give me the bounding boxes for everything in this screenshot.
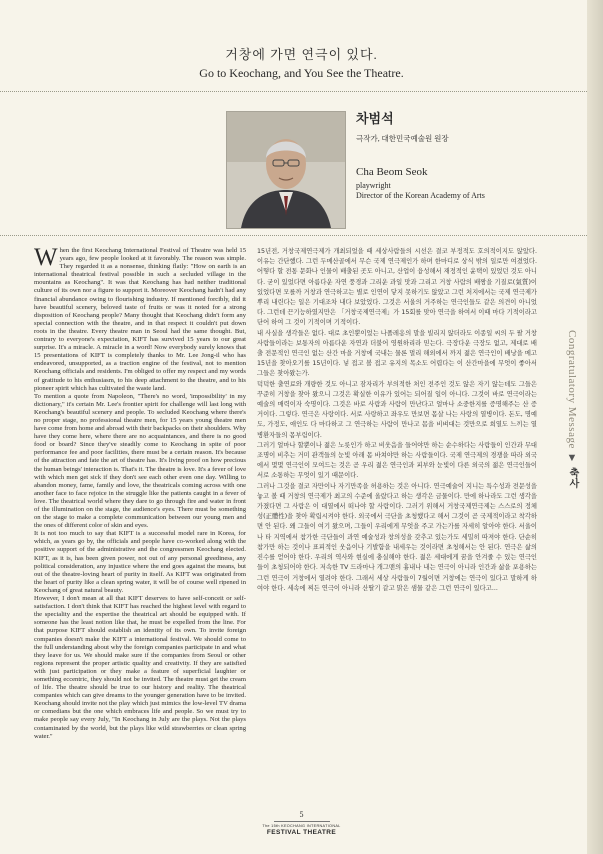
footer-festival-subtitle: The 15th KEOCHANG INTERNATIONAL — [262, 824, 341, 828]
author-role-korean: 극작가, 대한민국예술원 원장 — [356, 134, 449, 143]
festival-logo: FESTIVAL THEATRE — [266, 829, 337, 836]
title-english: Go to Keochang, and You See the Theatre. — [199, 66, 404, 80]
author-name-korean: 차범석 — [356, 111, 394, 126]
author-organization-english: Director of the Korean Academy of Arts — [356, 191, 485, 201]
footer — [0, 810, 603, 836]
author-photo — [226, 111, 346, 229]
section-label-vertical — [560, 330, 580, 550]
english-paragraph — [34, 247, 246, 393]
korean-paragraph: 그러기 얼마나 할뿐이나 젊은 노릇인가 하고 비웃음을 들어야만 하는 순수하다는 사람들이 인간과 무대 조명이 비추는 거미 관객들의 눈빛 아래 몸 바쳐야만 하는 사람들이다. 국제 연극제의 경쟁을 따라 외국에서 몇몇 연극인이 모여드는 것은 곧 우리 젊은 연극인과 피부와 눈빛이 다른 외국의 젊은 연극인들이 서로 소통하는 무엇이 있기 때문이다. — [257, 441, 537, 480]
section-label-english: Congratulatory Message — [566, 330, 578, 449]
top-divider — [0, 91, 603, 92]
english-paragraph: To mention a quote from Napoleon, "There's no word, 'impossibility' in my dictionary," it's certain Mr. Lee's frontier spirit for challenge will last long with Keochang's beautiful scenery and people. To secluded Keochang where there's no proper stage, no professional theatre men, for 15 years young theatre men have come from home and abroad with their backpacks on their shoulders. Why have they come here, where there are no acquaintances, and there is no good food or board? Since they've steadily come to Keochang in spite of poor performance fee and poor facilities, there must be a certain reason. It's because of the attraction and fate the art of theatre has. It's living proof on how precious the human beings' interaction is. That's it. The theatre is love. It's a fever of love with which men get sick if they don't see each other even one day. Willing to abandon money, fame, family and love, the theatricals coming across with one another face to face rejoice in the struggle like the patients caught in a fever of love. The theatrical world where they dare to go through fire and water in front of the illumination on the stage, the audience's eyes. There must be something on the stage to make a complete communication between our young men and the ones of different color of skin and eyes. — [34, 392, 246, 530]
author-portrait-icon — [227, 112, 345, 228]
english-body-column — [34, 247, 246, 777]
korean-paragraph: 내 사실을 생각들은 없다. 대로 초인뿐이었는 나폴레옹의 말을 빌리지 않더라도 이종일 씨의 두 팔 거창 사람들이라는 보통자의 아름다운 자연과 더불어 영원하리라 믿는다. 극장다운 극장도 없고, 제대로 배출 전문적인 연극인 없는 산간 마을 거창에 국내는 물론 멀리 해외에서 까지 젊은 연극인이 배낭을 메고 15년을 찾아오기를 15년이다. 넣 접고 볼 접고 유지의 목소도 어렵다는 이 산간마을에 무엇이 좋아서 그들은 찾아왔는가. — [257, 329, 537, 378]
english-paragraph-text: hen the first Keochang International Festival of Theatre was held 15 years ago, few people looked at it favorably. The reason was simple. They regarded it as a nonsense, thinking flatly: "How on earth is an international theatrical festival possible in such a secluded village in the mountains as Keochang". It was that Keochang has had neither traditional culture of its own nor a figure to support it. Moreover Keochang hadn't had any financial abundance owing to flourishing industry. If mentioned forcibly, did it have beautiful scenery, beloved taste of fruits or was it noted for a strong disposition of Keochang people? Many thought that Keochang didn't form any special connection with the theatre, and in that respect it couldn't put down roots in the theatre. Every theatre man in Seoul had the same thought. But, contrary to everyone's expectation, KIFT has survived 15 years to our great surprise. It's a miracle. A miracle in a word! Now everybody surely knows that 15 presentations of KIFT is completely thanks to Mr. Lee Jong-il who has endeavored, unsupported, as a traction engine of the festival, not to mention Keochang officials and residents. I'm obliged to offer my respect and my words of gratitude to his enthusiasm, to his deep attachment to the theatre, and to his pioneer spirit which has cultivated the waste land. — [34, 247, 246, 392]
english-paragraph: However, I don't mean at all that KIFT deserves to have self-conceit or self-satisfaction. I don't think that KIFT has reached the highest level with regard to the speciality and the expertise the theatrical art should be equipped with. If someone has the least notion like that, he must be expelled from the line. For that purpose KIFT should establish an identity of its own. To invite foreign companies doesn't make the KIFT a international festival. We should come to the full understanding about why the foreign companies participate in and what they leave for us. We should make sure if the companies from Seoul or other regions represent the proper artistic quality and creativity. If they are satisfied with just participation or they make a feature of superficial laughter or something eccentric, they should not be invited. The theatre must get the cream of life. The theatre should be true to our history and reality. The theatrical companies which can give dreams to the younger generation have to be invited. Keochang should invite not the play which just mimics the low-level TV drama or comedians but the one which embraces life and people. So we must try to make people say every July, "In Keochang in July are the plays. Not the plays contaminated by the world, but the plays like wild strawberries or clean spring water." — [34, 595, 246, 740]
section-label-korean: 축사 — [567, 467, 578, 489]
author-role-english: playwright — [356, 181, 391, 190]
english-paragraph: It is not too much to say that KIFT is a successful model rare in Korea, for which, as years go by, the officials and people have co-worked along with the positive support of the administrative and the congressmen Keochang elected. KIFT, as it is, has been given power, not out of any personal greediness, any political consideration, any injustice where the end goes against the means, but out of the theatre-loving heart of purity in itself. As KIFT was originated from the heart of purity like a clean spring water, it will be of course well ripened in Keochang of great natural beauty. — [34, 530, 246, 594]
korean-body-column — [257, 247, 537, 817]
page-number: 5 — [299, 810, 304, 819]
drop-cap: W — [34, 247, 58, 271]
page-spine-edge — [587, 0, 603, 854]
korean-paragraph: 그러나 그것을 결코 자만이나 자기만족을 허용하는 것은 아니다. 연극예술이 지니는 특수성과 전문성을 놓고 볼 때 거창의 연극제가 최고의 수준에 올랐다고 하는 생각은 금물이다. 만에 하나라도 그런 생각을 가졌다면 그 사람은 이 대열에서 떠나야 할 사람이다. 그러기 위해서 거창국제연극제는 스스로의 정체성(正體性)을 찾아 확립시켜야 한다. 외국에서 극단을 초청했다고 해서 그것이 곧 국제적이라고 착각하면 안 된다. 왜 그들이 여기 왔으며, 그들이 우리에게 무엇을 주고 가는가를 자세히 알아야 한다. 서울이나 타 지역에서 참가한 극단들이 과연 예술성과 창의성을 갖추고 있는가도 세밀히 따져야 한다. 단순히 참가만 하는 것이나 표피적인 웃음이나 기발함을 내세우는 것이라면 초청해서는 안 된다. 연극은 삶의 진수를 얻어야 한다. 우리의 역사와 현실에 충실해야 한다. 젊은 세대에게 꿈을 안겨줄 수 있는 연극인들이 초청되어야 한다. 저속한 TV 드라마나 개그맨의 흉내나 내는 연극이 아니라 인간과 삶을 포용하는 그런 연극이 거창에서 열려야 한다. 그래서 세상 사람들이 7월이면 거창에는 연극이 있다고 말하게 하여야 한다. 세속에 찌든 연극이 아니라 산딸기 같고 맑은 샘물 같은 그런 연극이 있다고... — [257, 482, 537, 592]
author-info — [356, 108, 556, 200]
korean-paragraph: 15년전, 거창국제연극제가 개최되었을 때 세상사람들의 시선은 결코 부정적도 호의적이지도 않았다. 이유는 간단했다. 그런 두메산골에서 무슨 국제 연극제인가 하며 한마디로 상식 밖의 일로만 여겼었다. 어떻다 할 전통 문화나 인물이 배출된 곳도 아니고, 산업이 융성해서 재정적인 윤택이 있었던 것도 아니다. 굳이 있었다면 아름다운 자연 풍경과 그리운 과일 맛과 그리고 거창 사람의 배짱을 기질로(氣質)이 있었다면 모를까 거창과 연극하고는 별로 인연이 닿지 못하기도 않았고 그런 처지에서는 국제 연극제가 뿌리 내린다는 일은 기대조차 내다 보았었다. 그것은 서울의 거주하는 연극인들도 같은 의견이 아니었다. 그런데 끈기능하였지만은 「거창국제연극제」가 15회를 맞아 연극을 하여서 이때 마다 기적이라고 단어 하여 그 것이 기적이며 기적이다. — [257, 248, 537, 327]
triangle-down-icon: ▼ — [566, 452, 578, 465]
footer-rule — [274, 821, 330, 822]
korean-paragraph: 덕덕한 출연료와 개량한 것도 아니고 잠자리가 부의적한 처인 전주인 것도 않은 자기 않는데도 그들은 꾸준히 거창을 찾아 왔으니 그것은 확실한 이유가 있어는 되어질 일이 아니다. 그것이 바로 연극이라는 예술의 매력이자 숙명이다. 그것은 바로 사람과 사람이 만난다고 얼마나 소중한지를 증명해주는 산 증거이다. 그렇다. 연극은 사랑이다. 서로 사랑하고 좌우도 만보면 몸살 나는 사랑의 열병이다. 돈도, 명예도, 가정도, 애인도 다 마다하고 그 연극하는 사람이 만나고 몸을 비벼대는 것만으로 희열도 느끼는 열병환자들의 몸부림이다. — [257, 380, 537, 439]
middle-divider — [0, 235, 603, 236]
author-name-english: Cha Beom Seok — [356, 166, 428, 178]
title-korean: 거창에 가면 연극이 있다. — [225, 47, 378, 62]
